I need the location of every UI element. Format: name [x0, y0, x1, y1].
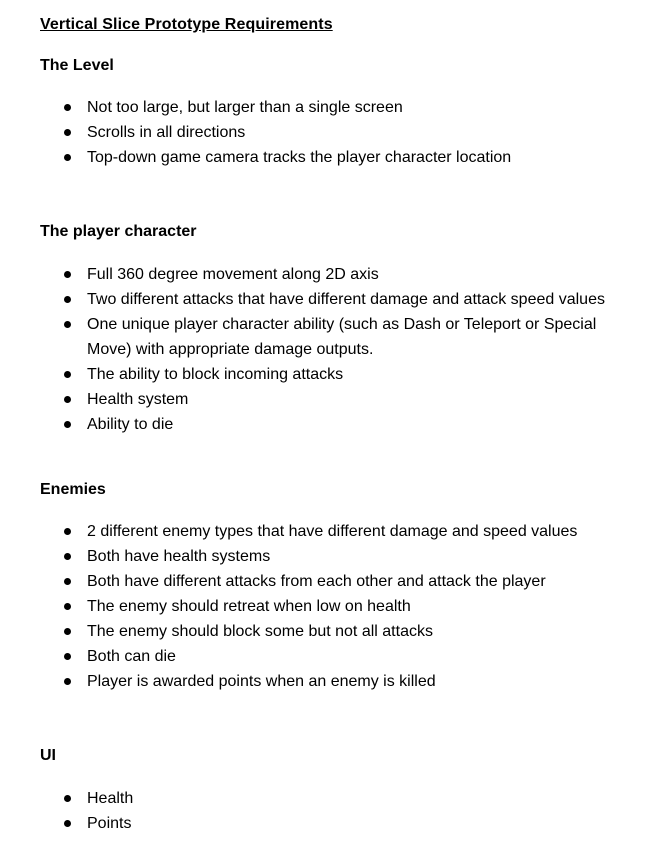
bullet-icon [64, 795, 71, 802]
bullet-icon [64, 129, 71, 136]
list-item: Two different attacks that have different damage and attack speed values [0, 287, 659, 312]
list-item: Both have health systems [0, 544, 659, 569]
list-item: Both have different attacks from each other and attack the player [0, 569, 659, 594]
bullet-icon [64, 678, 71, 685]
list-item: One unique player character ability (such as Dash or Teleport or Special Move) with appropriate damage outputs. [0, 312, 627, 362]
list-item: Ability to die [0, 412, 659, 437]
list-item: Player is awarded points when an enemy is killed [0, 669, 659, 694]
list-item: Full 360 degree movement along 2D axis [0, 262, 659, 287]
bullet-icon [64, 104, 71, 111]
section-heading-ui: UI [40, 747, 56, 764]
section-heading-the-level: The Level [40, 57, 114, 74]
bullet-icon [64, 271, 71, 278]
player-requirements-list [0, 262, 659, 437]
list-item: Scrolls in all directions [0, 120, 659, 145]
section-heading-player-character: The player character [40, 223, 197, 240]
bullet-icon [64, 820, 71, 827]
list-item: The enemy should block some but not all attacks [0, 619, 659, 644]
bullet-icon [64, 628, 71, 635]
section-heading-enemies: Enemies [40, 481, 106, 498]
list-item: Health system [0, 387, 659, 412]
ui-requirements-list [0, 786, 659, 836]
bullet-icon [64, 653, 71, 660]
bullet-icon [64, 528, 71, 535]
list-item: 2 different enemy types that have different damage and speed values [0, 519, 659, 544]
list-item: Both can die [0, 644, 659, 669]
bullet-icon [64, 296, 71, 303]
level-requirements-list [0, 95, 659, 170]
bullet-icon [64, 553, 71, 560]
list-item: Not too large, but larger than a single screen [0, 95, 659, 120]
bullet-icon [64, 421, 71, 428]
bullet-icon [64, 603, 71, 610]
list-item: The enemy should retreat when low on health [0, 594, 659, 619]
document-title: Vertical Slice Prototype Requirements [40, 16, 333, 33]
bullet-icon [64, 578, 71, 585]
bullet-icon [64, 321, 71, 328]
list-item: The ability to block incoming attacks [0, 362, 659, 387]
bullet-icon [64, 396, 71, 403]
bullet-icon [64, 154, 71, 161]
list-item: Health [0, 786, 659, 811]
list-item: Points [0, 811, 659, 836]
list-item: Top-down game camera tracks the player character location [0, 145, 659, 170]
enemy-requirements-list [0, 519, 659, 694]
bullet-icon [64, 371, 71, 378]
